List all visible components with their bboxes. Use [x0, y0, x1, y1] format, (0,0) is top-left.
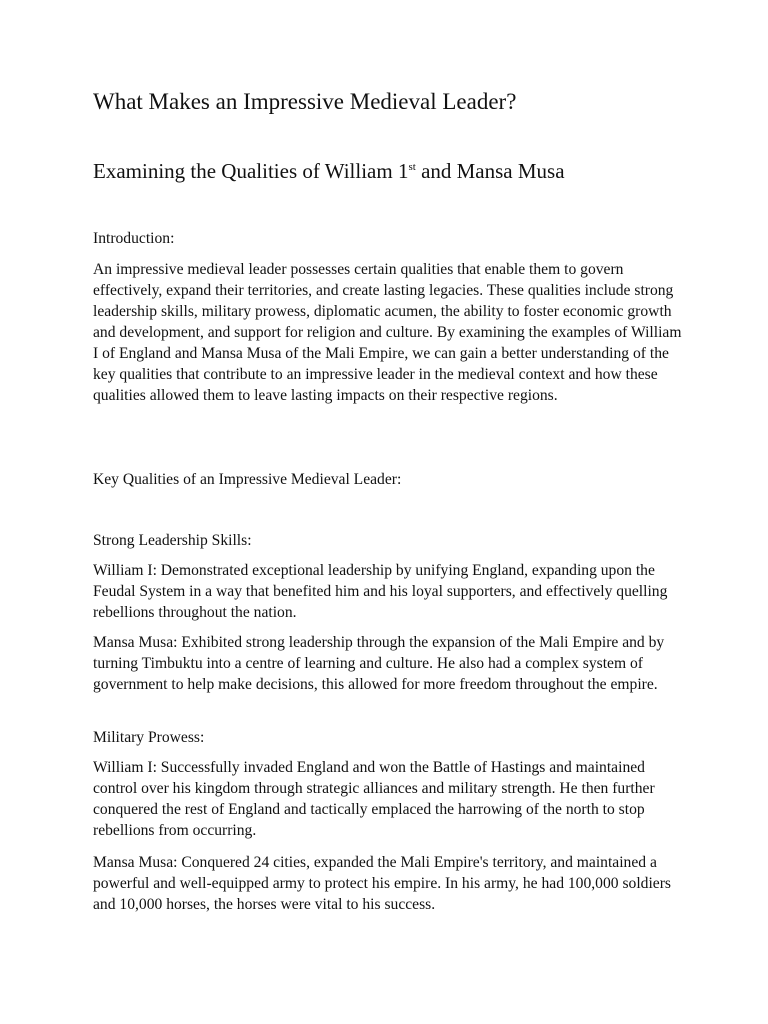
subtitle-superscript: st	[408, 161, 416, 173]
introduction-paragraph: An impressive medieval leader possesses certain qualities that enable them to govern effectively, expand their territories, and create lasting legacies. These qualities include strong leadership skills, military prowess, diplomatic acumen, the ability to foster economic growth and development, and support for religion and culture. By examining the examples of William I of England and Mansa Musa of the Mali Empire, we can gain a better understanding of the key qualities that contribute to an impressive leader in the medieval context and how these qualities allowed them to leave lasting impacts on their respective regions.	[93, 261, 682, 404]
military-william-paragraph: William I: Successfully invaded England and won the Battle of Hastings and maintained control over his kingdom through strategic alliances and military strength. He then further conquered the rest of England and tactically emplaced the harrowing of the north to stop rebellions from occurring.	[93, 759, 655, 839]
subtitle-text-before: Examining the Qualities of William 1	[93, 159, 409, 183]
section-heading-leadership: Strong Leadership Skills:	[93, 532, 252, 549]
leadership-musa-paragraph: Mansa Musa: Exhibited strong leadership through the expansion of the Mali Empire and by turning Timbuktu into a centre of learning and culture. He also had a complex system of government to help make decisions, this allowed for more freedom throughout the empire.	[93, 634, 665, 693]
key-qualities-heading: Key Qualities of an Impressive Medieval Leader:	[93, 471, 402, 488]
section-heading-military: Military Prowess:	[93, 729, 205, 746]
page-title: What Makes an Impressive Medieval Leader?	[93, 89, 517, 114]
page-subtitle	[93, 156, 565, 186]
introduction-heading: Introduction:	[93, 230, 175, 247]
leadership-william-paragraph: William I: Demonstrated exceptional leadership by unifying England, expanding upon the Feudal System in a way that benefited him and his loyal supporters, and effectively quelling rebellions throughout the nation.	[93, 562, 668, 621]
military-musa-paragraph: Mansa Musa: Conquered 24 cities, expanded the Mali Empire's territory, and maintained a powerful and well-equipped army to protect his empire. In his army, he had 100,000 soldiers and 10,000 horses, the horses were vital to his success.	[93, 854, 671, 913]
subtitle-text-after: and Mansa Musa	[415, 159, 565, 183]
